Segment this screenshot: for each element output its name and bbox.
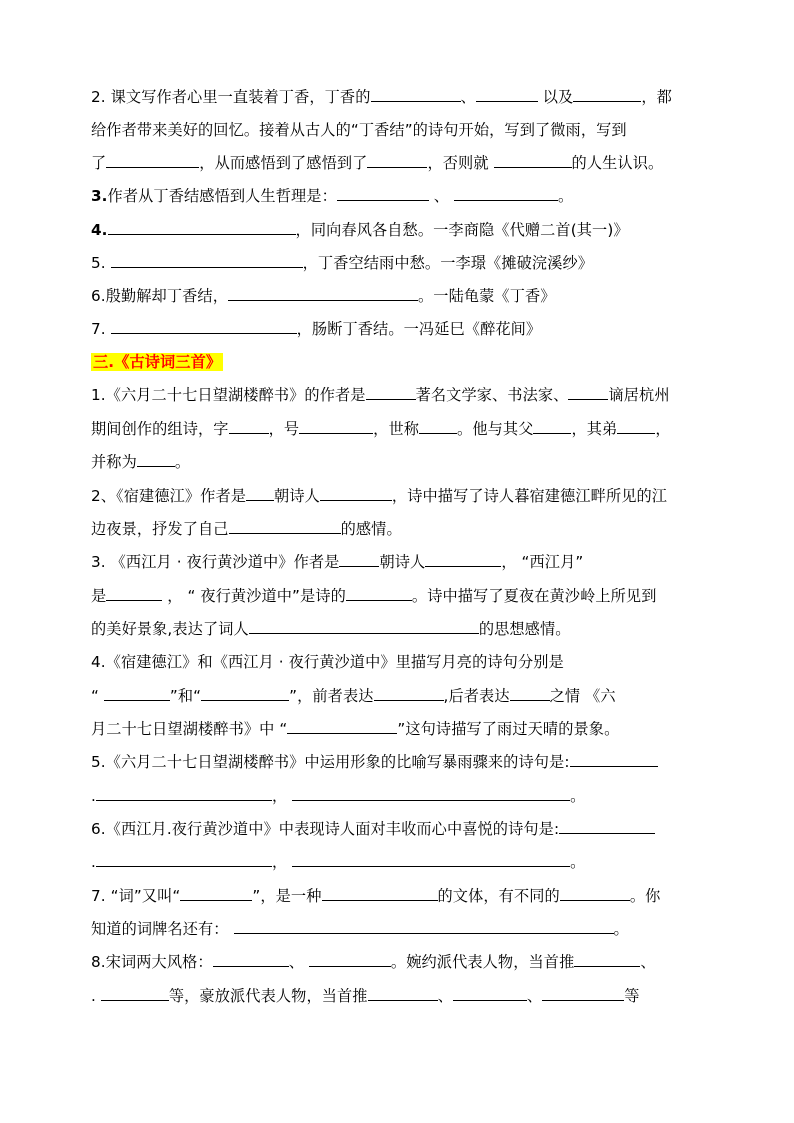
blank[interactable] [213, 952, 289, 967]
blank[interactable] [476, 87, 538, 102]
blank[interactable] [108, 220, 296, 235]
blank[interactable] [246, 486, 274, 501]
blank[interactable] [101, 986, 169, 1001]
blank[interactable] [374, 686, 444, 701]
blank[interactable] [229, 519, 341, 534]
blank[interactable] [454, 186, 558, 201]
blank[interactable] [568, 385, 608, 400]
blank[interactable] [371, 87, 461, 102]
s1-line-3: 并称为 。 [91, 453, 191, 471]
q3-line: 3.作者从丁香结感悟到人生哲理是： 、 。 [91, 187, 574, 205]
s1-line-2: 期间创作的组诗，字 ，号 ，世称 。他与其父 ，其弟 ， [91, 420, 671, 438]
q6-line: 6.殷勤解却丁香结， 。一陆龟蒙《丁香》 [91, 287, 556, 305]
s4-line-3: 月二十七日望湖楼醉书》中 “ ”这句诗描写了雨过天晴的景象。 [91, 720, 620, 738]
blank[interactable] [322, 886, 438, 901]
s4-line-1: 4.《宿建德江》和《西江月 · 夜行黄沙道中》里描写月亮的诗句分别是 [91, 653, 564, 671]
q7-line: 7. ，肠断丁香结。一冯延巳《醉花间》 [91, 320, 542, 338]
s6-line-2: . ， 。 [91, 853, 586, 871]
section-heading: 三.《古诗词三首》 [93, 353, 222, 371]
s8-line-1: 8.宋词两大风格： 、 。婉约派代表人物，当首推 、 [91, 953, 656, 971]
blank[interactable] [617, 419, 655, 434]
blank[interactable] [104, 686, 170, 701]
s3-line-2: 是 ， “ 夜行黄沙道中”是诗的 。诗中描写了夏夜在黄沙岭上所见到 [91, 587, 657, 605]
s3-line-1: 3. 《西江月 · 夜行黄沙道中》作者是 朝诗人 ， “西江月” [91, 553, 584, 571]
blank[interactable] [346, 586, 412, 601]
q4-line: 4. ，同向春风各自愁。一李商隐《代赠二首(其一)》 [91, 221, 629, 239]
blank[interactable] [453, 986, 527, 1001]
q2-line-1: 2. 课文写作者心里一直装着丁香，丁香的 、 以及 ，都 [91, 88, 672, 106]
blank[interactable] [570, 752, 658, 767]
q2-line-3: 了 ，从而感悟到了感悟到了 ，否则就 的人生认识。 [91, 154, 664, 172]
s8-line-2: . 等，豪放派代表人物，当首推 、 、 等 [91, 987, 640, 1005]
blank[interactable] [494, 153, 572, 168]
blank[interactable] [292, 852, 570, 867]
s6-line-1: 6.《西江月.夜行黄沙道中》中表现诗人面对丰收而心中喜悦的诗句是: [91, 819, 655, 839]
blank[interactable] [419, 419, 457, 434]
blank[interactable] [542, 986, 624, 1001]
blank[interactable] [111, 253, 303, 268]
blank[interactable] [367, 153, 427, 168]
blank[interactable] [533, 419, 571, 434]
blank[interactable] [201, 686, 289, 701]
blank[interactable] [106, 586, 162, 601]
blank[interactable] [320, 486, 392, 501]
blank[interactable] [96, 852, 272, 867]
blank[interactable] [299, 419, 373, 434]
blank[interactable] [337, 186, 429, 201]
s5-line-2: . ， 。 [91, 787, 586, 805]
blank[interactable] [309, 952, 391, 967]
s4-line-2: “ ”和“ ”，前者表达 ,后者表达 之情 《六 [91, 687, 616, 705]
s5-line-1: 5.《六月二十七日望湖楼醉书》中运用形象的比喻写暴雨骤来的诗句是: [91, 752, 658, 772]
q5-line: 5. ，丁香空结雨中愁。一李璟《摊破浣溪纱》 [91, 254, 594, 272]
blank[interactable] [229, 419, 269, 434]
blank[interactable] [234, 919, 614, 934]
s7-line-2: 知道的词牌名还有： 。 [91, 920, 629, 938]
blank[interactable] [559, 819, 655, 834]
blank[interactable] [106, 153, 199, 168]
blank[interactable] [366, 385, 416, 400]
blank[interactable] [425, 552, 501, 567]
blank[interactable] [96, 786, 272, 801]
blank[interactable] [287, 719, 397, 734]
blank[interactable] [111, 319, 297, 334]
s1-line-1: 1.《六月二十七日望湖楼醉书》的作者是 著名文学家、书法家、 谪居杭州 [91, 386, 670, 404]
blank[interactable] [228, 286, 418, 301]
blank[interactable] [368, 986, 438, 1001]
blank[interactable] [180, 886, 252, 901]
blank[interactable] [574, 952, 640, 967]
q2-line-2: 给作者带来美好的回忆。接着从古人的“丁香结”的诗句开始，写到了微雨，写到 [91, 121, 627, 139]
blank[interactable] [292, 786, 570, 801]
s2-line-1: 2、《宿建德江》作者是 朝诗人 ，诗中描写了诗人暮宿建德江畔所见的江 [91, 487, 668, 505]
s3-line-3: 的美好景象,表达了词人 的思想感情。 [91, 620, 571, 638]
s7-line-1: 7. “词”又叫“ ”，是一种 的文体，有不同的 。你 [91, 887, 661, 905]
blank[interactable] [560, 886, 630, 901]
blank[interactable] [249, 619, 479, 634]
blank[interactable] [137, 452, 175, 467]
s2-line-2: 边夜景，抒发了自己 的感情。 [91, 520, 402, 538]
blank[interactable] [573, 87, 641, 102]
blank[interactable] [510, 686, 550, 701]
blank[interactable] [339, 552, 379, 567]
